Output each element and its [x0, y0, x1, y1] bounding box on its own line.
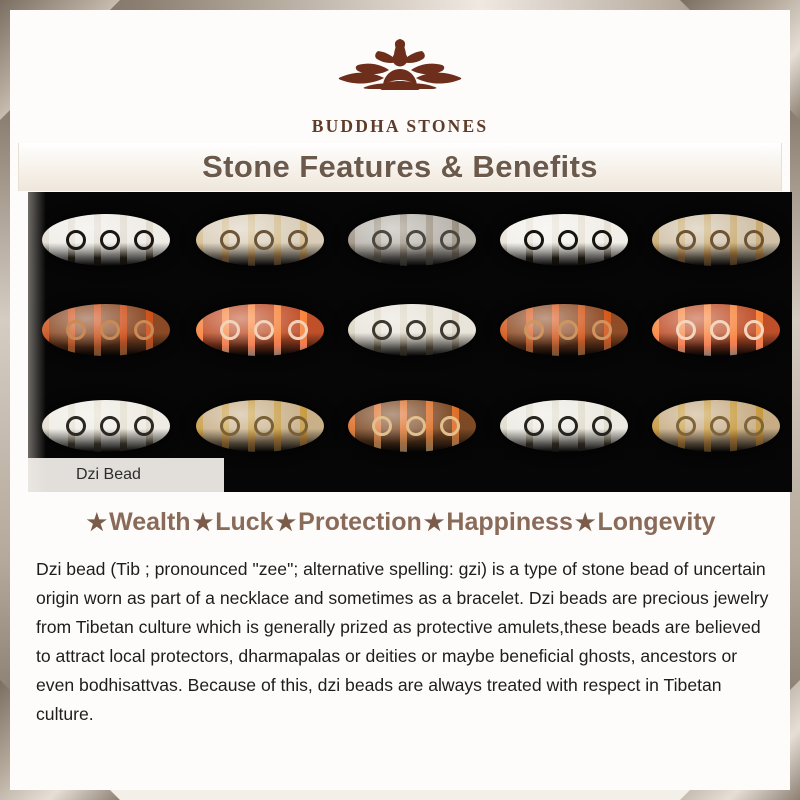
bead-eye-motif	[744, 320, 764, 340]
bead-eye-motif	[288, 320, 308, 340]
bead-eye-motif	[558, 320, 578, 340]
bead-eye-motif	[440, 230, 460, 250]
bead-eye-motif	[254, 320, 274, 340]
bead-eye-motif	[220, 230, 240, 250]
bead-eye-motif	[524, 320, 544, 340]
bead-eye-motif	[440, 416, 460, 436]
bead-eye-motif	[676, 416, 696, 436]
bead-eye-motif	[254, 230, 274, 250]
bead-eye-motif	[254, 416, 274, 436]
bead-eye-motif	[744, 230, 764, 250]
section-title-banner	[18, 143, 782, 191]
brand-name: BUDDHA STONES	[311, 116, 489, 136]
bead-eye-motif	[558, 230, 578, 250]
bead-eye-motif	[440, 320, 460, 340]
dzi-bead-grid	[28, 192, 792, 492]
bead-eye-motif	[66, 230, 86, 250]
star-icon: ★	[275, 508, 297, 535]
bead-eye-motif	[66, 416, 86, 436]
star-icon: ★	[574, 508, 596, 535]
photo-edge-fade	[28, 192, 46, 492]
star-icon: ★	[192, 508, 214, 535]
description-text: Dzi bead (Tib ; pronounced "zee"; alternative spelling: gzi) is a type of stone bead of uncertain origin worn as part of a necklace and sometimes as a bracelet. Dzi beads are precious jewelry from Tibetan culture which is generally prized as protective amulets,these beads are believed to attract local protectors, dharmapalas or deities or maybe beneficial ghosts, ancestors or even bodhisattvas. Because of this, dzi beads are always treated with respect in Tibetan culture.	[36, 559, 769, 724]
bead-eye-motif	[372, 416, 392, 436]
bead-eye-motif	[676, 230, 696, 250]
bead-eye-motif	[710, 416, 730, 436]
bead-eye-motif	[66, 320, 86, 340]
benefit-keyword: Wealth	[109, 507, 191, 536]
benefit-keyword: Luck	[215, 507, 274, 536]
bead-eye-motif	[134, 320, 154, 340]
bead-eye-motif	[372, 320, 392, 340]
bead-eye-motif	[524, 416, 544, 436]
bead-eye-motif	[100, 416, 120, 436]
dzi-bead-photo-panel	[28, 192, 792, 492]
bead-eye-motif	[592, 320, 612, 340]
bead-eye-motif	[406, 320, 426, 340]
star-icon: ★	[423, 508, 445, 535]
bead-eye-motif	[744, 416, 764, 436]
bead-eye-motif	[676, 320, 696, 340]
bead-eye-motif	[288, 416, 308, 436]
benefit-keyword: Happiness	[446, 507, 573, 536]
bead-eye-motif	[100, 230, 120, 250]
bead-eye-motif	[134, 416, 154, 436]
photo-caption-label: Dzi Bead	[76, 466, 141, 483]
photo-caption	[28, 458, 224, 492]
benefit-keyword: Longevity	[597, 507, 716, 536]
lotus-meditation-logo-icon	[320, 24, 480, 112]
bead-eye-motif	[710, 320, 730, 340]
bead-eye-motif	[592, 230, 612, 250]
bead-eye-motif	[100, 320, 120, 340]
bead-eye-motif	[710, 230, 730, 250]
bead-eye-motif	[372, 230, 392, 250]
star-icon: ★	[86, 508, 108, 535]
bead-eye-motif	[524, 230, 544, 250]
benefit-keyword: Protection	[298, 507, 422, 536]
bead-eye-motif	[288, 230, 308, 250]
bead-eye-motif	[220, 320, 240, 340]
bead-eye-motif	[134, 230, 154, 250]
bead-eye-motif	[406, 416, 426, 436]
benefit-keywords-row	[18, 500, 782, 544]
bead-eye-motif	[406, 230, 426, 250]
content-card	[10, 10, 790, 790]
bead-eye-motif	[220, 416, 240, 436]
bead-eye-motif	[592, 416, 612, 436]
brand-block	[10, 24, 790, 137]
bead-eye-motif	[558, 416, 578, 436]
page-title: Stone Features & Benefits	[202, 149, 598, 184]
